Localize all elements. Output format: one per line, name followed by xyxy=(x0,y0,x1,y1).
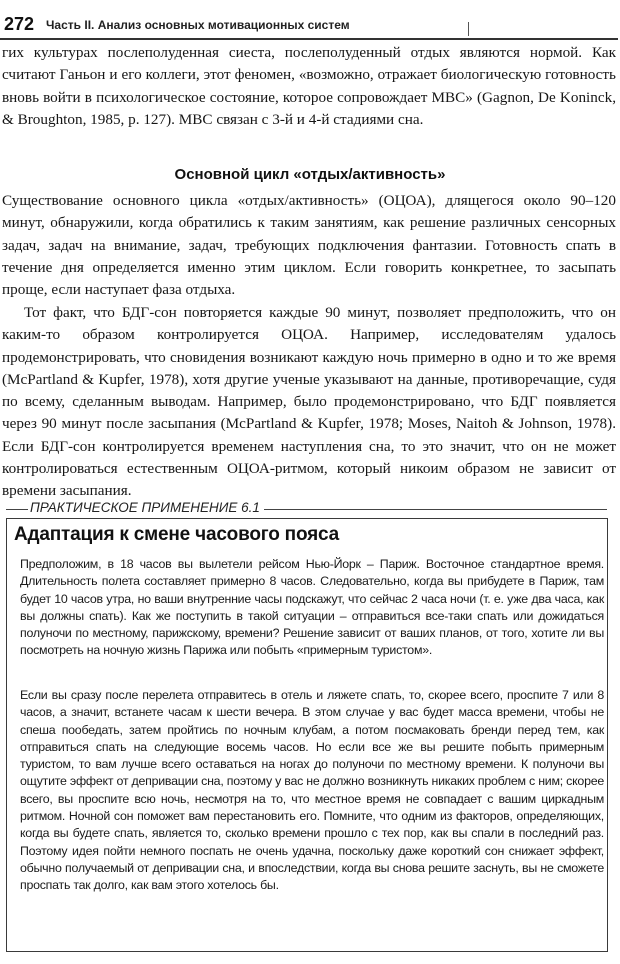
running-head: Часть II. Анализ основных мотивационных систем xyxy=(46,18,350,32)
section-heading: Основной цикл «отдых/активность» xyxy=(174,166,446,183)
section-paragraph-block xyxy=(2,190,616,301)
page-number: 272 xyxy=(4,14,35,34)
sidebar-paragraph-block xyxy=(20,556,604,660)
paragraph: гих культурах послеполуденная сиеста, послеполуденный отдых являются нормой. Как считают Ганьон и его коллеги, этот феномен, «возможно, отражает биологическую готовность вновь войти в психологическое состояние, которое сопровождает МВС» (Gagnon, De Koninck, & Broughton, 1985, p. 127). МВС связан с 3-й и 4-й стадиями сна. xyxy=(2,44,616,128)
paragraph: Существование основного цикла «отдых/активность» (ОЦОА), длящегося около 90–120 минут, обнаружили, когда обратились к таким занятиям, как решение различных сенсорных задач, задач на внимание, задач, требующих подключения фантазии. Готовность спать в течение дня определяется именно этим циклом. Если говорить конкретнее, то засыпать проще, если наступает фаза отдыха. xyxy=(2,192,616,299)
section-paragraph-block xyxy=(2,302,616,503)
intro-paragraph-block xyxy=(2,42,616,131)
page-header xyxy=(0,12,620,38)
header-tick-mark xyxy=(468,22,469,36)
paragraph: Тот факт, что БДГ-сон повторяется каждые 90 минут, позволяет предположить, что он каким-то образом контролируется ОЦОА. Например, исследователям удалось продемонстрировать, что сновидения возникают каждую ночь примерно в одно и то же время (McPartland & Kupfer, 1978), хотя другие ученые указывают на данные, противоречащие, судя по всему, сделанным выводам. Например, было продемонстрировано, что БДГ появляется через 90 минут после засыпания (McPartland & Kupfer, 1978; Moses, Naitoh & Johnson, 1978). Если БДГ-сон контролируется временем наступления сна, то это значит, что он не может контролироваться естественным ОЦОА-ритмом, который никоим образом не зависит от времени засыпания. xyxy=(2,304,616,500)
sidebar-paragraph-block xyxy=(20,687,604,895)
paragraph: Предположим, в 18 часов вы вылетели рейсом Нью-Йорк – Париж. Восточное стандартное время. Длительность полета составляет примерно 8 часов. Следовательно, когда вы прибудете в Париж, там будет 10 часов утра, но ваши внутренние часы подскажут, что сейчас 2 часа ночи (т. е. уже два часа, как вы должны спать). Как же поступить в такой ситуации – отправиться все-таки спать или дожидаться полуночи по местному, парижскому, времени? Решение зависит от ваших планов, от того, хотите ли вы посмотреть на ночную жизнь Парижа или побыть «примерным туристом». xyxy=(20,557,604,658)
box-label-rule xyxy=(6,509,28,510)
box-label-rule xyxy=(235,509,607,510)
header-rule xyxy=(0,38,618,40)
sidebar-box-title: Адаптация к смене часового пояса xyxy=(14,524,339,545)
sidebar-box-label: ПРАКТИЧЕСКОЕ ПРИМЕНЕНИЕ 6.1 xyxy=(30,500,264,515)
paragraph: Если вы сразу после перелета отправитесь в отель и ляжете спать, то, скорее всего, проспите 7 или 8 часов, а значит, встанете часам к шести вечера. В этом случае у вас будет масса времени, чтобы не спеша пообедать, затем пройтись по ночным клубам, а потом посмаковать бренди перед тем, как отправиться спать на следующие восемь часов. Но если все же вы решите побыть примерным туристом, то вам лучше всего оставаться на ногах до полуночи по местному времени. К полуночи вы ощутите эффект от депривации сна, поэтому у вас не должно возникнуть никаких проблем с ним; скорее всего, вы проспите всю ночь, несмотря на то, что местное время не совпадает с вашим циркадным ритмом. Ночной сон поможет вам перестановить его. Помните, что одним из факторов, определяющих, когда вы будете спать, является то, сколько времени прошло с тех пор, как вы спали в последний раз. Поэтому идея пойти немного поспать не очень удачна, поскольку даже короткий сон снижает эффект, обычно получаемый от депривации сна, и впоследствии, когда вы снова решите заснуть, вы не сможете проспать так долго, как вам этого хотелось бы. xyxy=(20,688,604,893)
